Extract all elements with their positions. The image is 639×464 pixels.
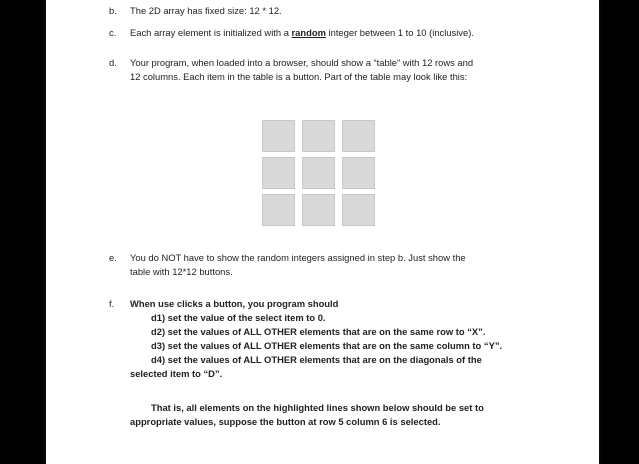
item-text-line1: Your program, when loaded into a browser, should show a “table” with 12 rows and [130, 57, 474, 68]
item-text-after: integer between 1 to 10 (inclusive). [325, 27, 474, 38]
grid-button[interactable] [302, 120, 335, 152]
item-marker: b. [109, 5, 117, 16]
sub-item-d4-line1: d4) set the values of ALL OTHER elements that are on the diagonals of the [151, 354, 482, 365]
sub-item-d3: d3) set the values of ALL OTHER elements that are on the same column to “Y”. [151, 340, 503, 351]
sub-item-d2: d2) set the values of ALL OTHER elements that are on the same row to “X”. [151, 326, 486, 337]
grid-button[interactable] [262, 157, 295, 189]
sub-item-d1: d1) set the value of the select item to 0. [151, 312, 326, 323]
grid-button[interactable] [302, 194, 335, 226]
item-text-line2: table with 12*12 buttons. [130, 266, 233, 277]
item-marker: d. [109, 57, 117, 68]
grid-button[interactable] [302, 157, 335, 189]
note-line2: appropriate values, suppose the button at row 5 column 6 is selected. [130, 416, 441, 427]
grid-button[interactable] [342, 194, 375, 226]
grid-button[interactable] [342, 157, 375, 189]
grid-button[interactable] [262, 194, 295, 226]
item-text-line2: 12 columns. Each item in the table is a button. Part of the table may look like this: [130, 71, 468, 82]
document-page [46, 0, 599, 464]
sample-button-grid [262, 120, 382, 226]
item-marker: e. [109, 252, 117, 263]
grid-button[interactable] [262, 120, 295, 152]
item-marker: f. [109, 298, 115, 309]
note-line1: That is, all elements on the highlighted lines shown below should be set to [151, 402, 484, 413]
item-text-line1: You do NOT have to show the random integers assigned in step b. Just show the [130, 252, 466, 263]
item-text-before: Each array element is initialized with a [130, 27, 292, 38]
grid-button[interactable] [342, 120, 375, 152]
random-emphasis: random [291, 27, 326, 38]
item-text: The 2D array has fixed size: 12 * 12. [130, 5, 282, 16]
sub-item-d4-line2: selected item to “D”. [130, 368, 223, 379]
item-text [130, 25, 474, 40]
item-text-line1: When use clicks a button, you program should [130, 298, 339, 309]
item-marker: c. [109, 27, 117, 38]
